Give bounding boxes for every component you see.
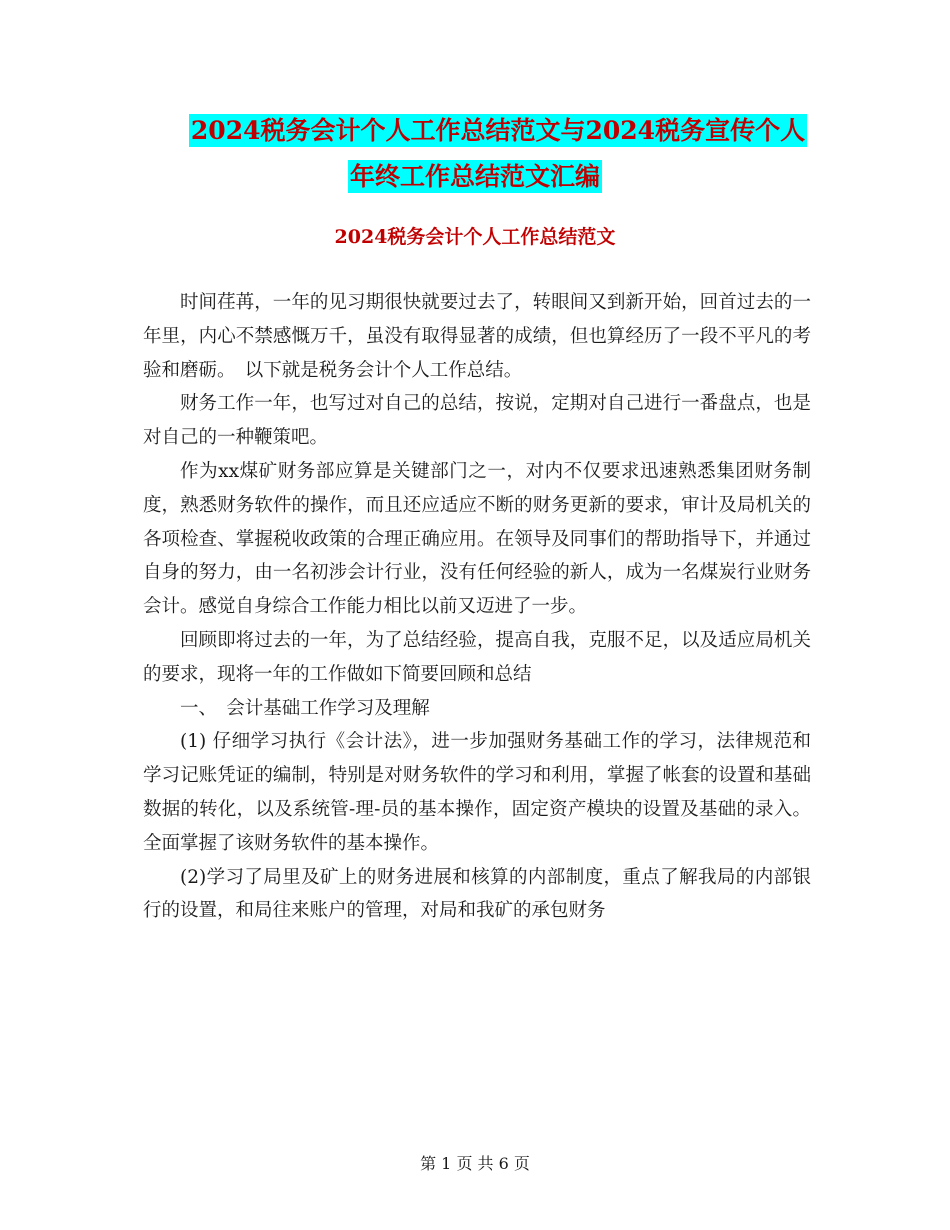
document-title-line-1 [23,108,950,154]
paragraph: (1) 仔细学习执行《会计法》，进一步加强财务基础工作的学习，法律规范和学习记账凭证的编制，特别是对财务软件的学习和利用，掌握了帐套的设置和基础数据的转化，以及系统管-理-员的基本操作，固定资产模块的设置及基础的录入。全面掌握了该财务软件的基本操作。 [143,731,811,854]
title-highlight-1: 2024税务会计个人工作总结范文与2024税务宣传个人 [190,116,806,145]
paragraph: 财务工作一年，也写过对自己的总结，按说，定期对自己进行一番盘点，也是对自己的一种鞭策吧。 [143,393,811,449]
section-heading: 一、 会计基础工作学习及理解 [180,697,430,719]
section-title: 2024税务会计个人工作总结范文 [334,226,616,248]
title-highlight-2: 年终工作总结范文汇编 [349,162,600,191]
document-body [143,286,811,928]
paragraph: 时间荏苒，一年的见习期很快就要过去了，转眼间又到新开始，回首过去的一年里，内心不禁感慨万千，虽没有取得显著的成绩，但也算经历了一段不平凡的考验和磨砺。 以下就是税务会计个人工作总结。 [143,292,811,381]
page-footer: 第 1 页 共 6 页 [420,1154,530,1173]
document-title-line-2 [0,154,950,200]
paragraph: 作为xx煤矿财务部应算是关键部门之一，对内不仅要求迅速熟悉集团财务制度，熟悉财务软件的操作，而且还应适应不断的财务更新的要求，审计及局机关的各项检查、掌握税收政策的合理正确应用。在领导及同事们的帮助指导下，并通过自身的努力，由一名初涉会计行业，没有任何经验的新人，成为一名煤炭行业财务会计。感觉自身综合工作能力相比以前又迈进了一步。 [143,460,811,618]
paragraph: 回顾即将过去的一年，为了总结经验，提高自我，克服不足，以及适应局机关的要求，现将一年的工作做如下简要回顾和总结 [143,629,811,685]
paragraph: (2)学习了局里及矿上的财务进展和核算的内部制度，重点了解我局的内部银行的设置，和局往来账户的管理，对局和我矿的承包财务 [143,866,811,922]
